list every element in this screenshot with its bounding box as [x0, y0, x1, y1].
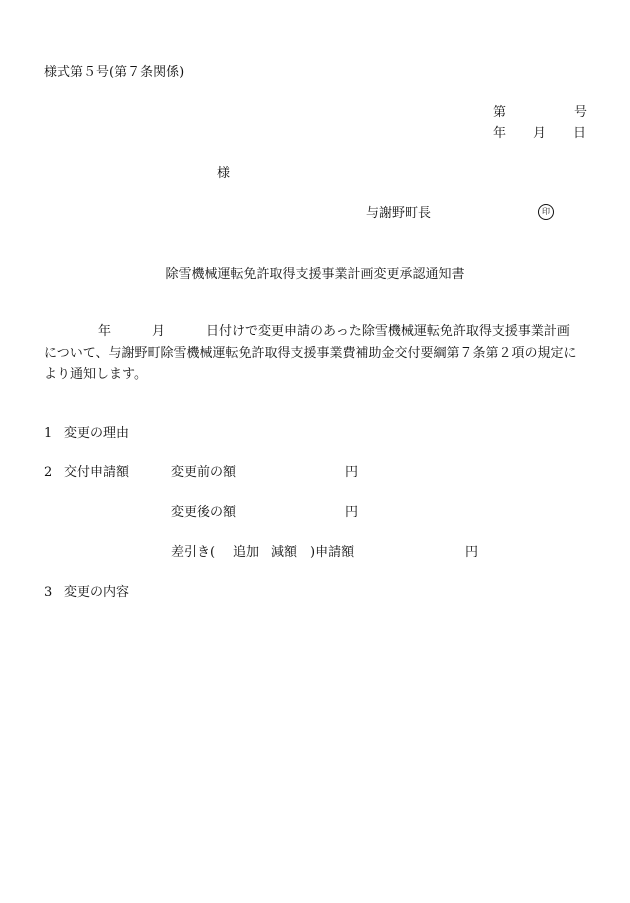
diff-prefix: 差引き(: [171, 545, 216, 560]
item-label-reason: 変更の理由: [64, 426, 130, 441]
amount-before-label: 変更前の額: [171, 465, 237, 480]
form-label: 様式第５号(第７条関係): [44, 65, 185, 80]
body-month: 月: [152, 324, 166, 339]
item-label-amount: 交付申請額: [64, 465, 130, 480]
seal-mark: 印: [538, 204, 554, 220]
item-number: 3: [44, 585, 53, 600]
addressee-honorific: 様: [217, 166, 231, 181]
amount-before-unit: 円: [345, 465, 359, 480]
amount-after-label: 変更後の額: [171, 505, 237, 520]
document-title: 除雪機械運転免許取得支援事業計画変更承認通知書: [165, 267, 465, 282]
diff-suffix: )申請額: [310, 545, 355, 560]
issuer-name: 与謝野町長: [366, 206, 432, 221]
item-number: 2: [44, 465, 53, 480]
date-year: 年: [493, 126, 507, 141]
amount-after-unit: 円: [345, 505, 359, 520]
item-number: 1: [44, 426, 53, 441]
body-line-1: 日付けで変更申請のあった除雪機械運転免許取得支援事業計画: [206, 324, 570, 339]
item-label-content: 変更の内容: [64, 585, 130, 600]
doc-number-prefix: 第: [493, 105, 507, 120]
diff-unit: 円: [465, 545, 479, 560]
body-year: 年: [98, 324, 112, 339]
diff-add: 追加: [233, 545, 260, 560]
body-line-2: について、与謝野町除雪機械運転免許取得支援事業費補助金交付要綱第７条第２項の規定に: [44, 346, 577, 361]
doc-number-suffix: 号: [574, 105, 588, 120]
date-month: 月: [533, 126, 547, 141]
diff-reduce: 減額: [271, 545, 298, 560]
body-line-3: より通知します。: [44, 367, 147, 382]
date-day: 日: [573, 126, 587, 141]
